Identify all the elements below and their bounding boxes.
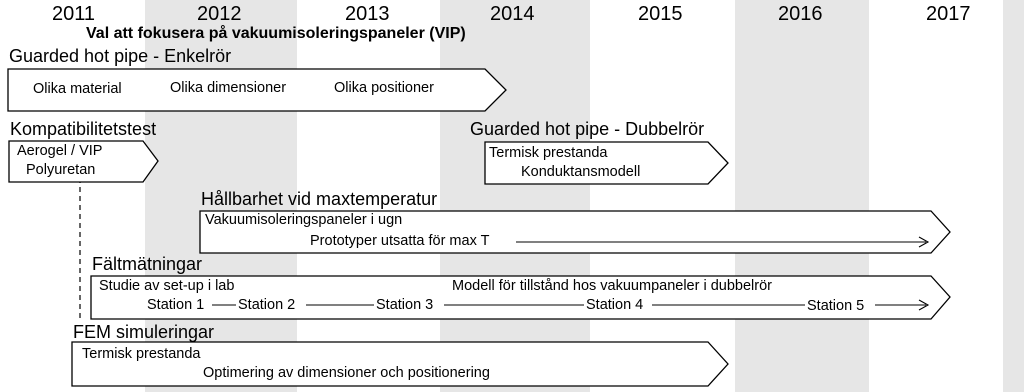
fem-item-termisk: Termisk prestanda	[82, 346, 201, 362]
enkelror-item-dimensioner: Olika dimensioner	[170, 80, 287, 96]
kompatibilitet-heading: Kompatibilitetstest	[10, 119, 157, 139]
year-label-2017: 2017	[926, 3, 971, 25]
year-label-2016: 2016	[778, 3, 823, 25]
station-label-1: Station 1	[147, 297, 205, 313]
year-label-2014: 2014	[490, 3, 535, 25]
station-label-5: Station 5	[807, 298, 865, 314]
faltmatningar-item-modell: Modell för tillstånd hos vakuumpaneler i dubbelrör	[452, 278, 772, 294]
station-label-2: Station 2	[238, 297, 296, 313]
dubbelror-item-termisk: Termisk prestanda	[489, 145, 608, 161]
year-label-2011: 2011	[52, 3, 96, 25]
faltmatningar-item-setup: Studie av set-up i lab	[99, 278, 235, 294]
year-label-2013: 2013	[345, 3, 390, 25]
station-label-4: Station 4	[586, 297, 644, 313]
year-label-2012: 2012	[197, 3, 242, 25]
hallbarhet-heading: Hållbarhet vid maxtemperatur	[201, 189, 438, 209]
fem-item-optimering: Optimering av dimensioner och positionering	[203, 365, 490, 381]
fem-heading: FEM simuleringar	[73, 322, 215, 342]
kompatibilitet-item-polyuretan: Polyuretan	[26, 162, 96, 178]
diagram-title: Val att fokusera på vakuumisoleringspaneler (VIP)	[86, 25, 466, 42]
hallbarhet-item-ugn: Vakuumisoleringspaneler i ugn	[205, 212, 403, 228]
faltmatningar-heading: Fältmätningar	[92, 254, 203, 274]
station-label-3: Station 3	[376, 297, 434, 313]
dubbelror-heading: Guarded hot pipe - Dubbelrör	[470, 119, 705, 139]
enkelror-item-material: Olika material	[33, 81, 122, 97]
enkelror-heading: Guarded hot pipe - Enkelrör	[9, 46, 232, 66]
enkelror-item-positioner: Olika positioner	[334, 80, 434, 96]
kompatibilitet-item-aerogel: Aerogel / VIP	[17, 143, 103, 159]
year-label-2015: 2015	[638, 3, 683, 25]
dubbelror-item-konduktans: Konduktansmodell	[521, 164, 641, 180]
hallbarhet-item-prototyper: Prototyper utsatta för max T	[310, 233, 490, 249]
